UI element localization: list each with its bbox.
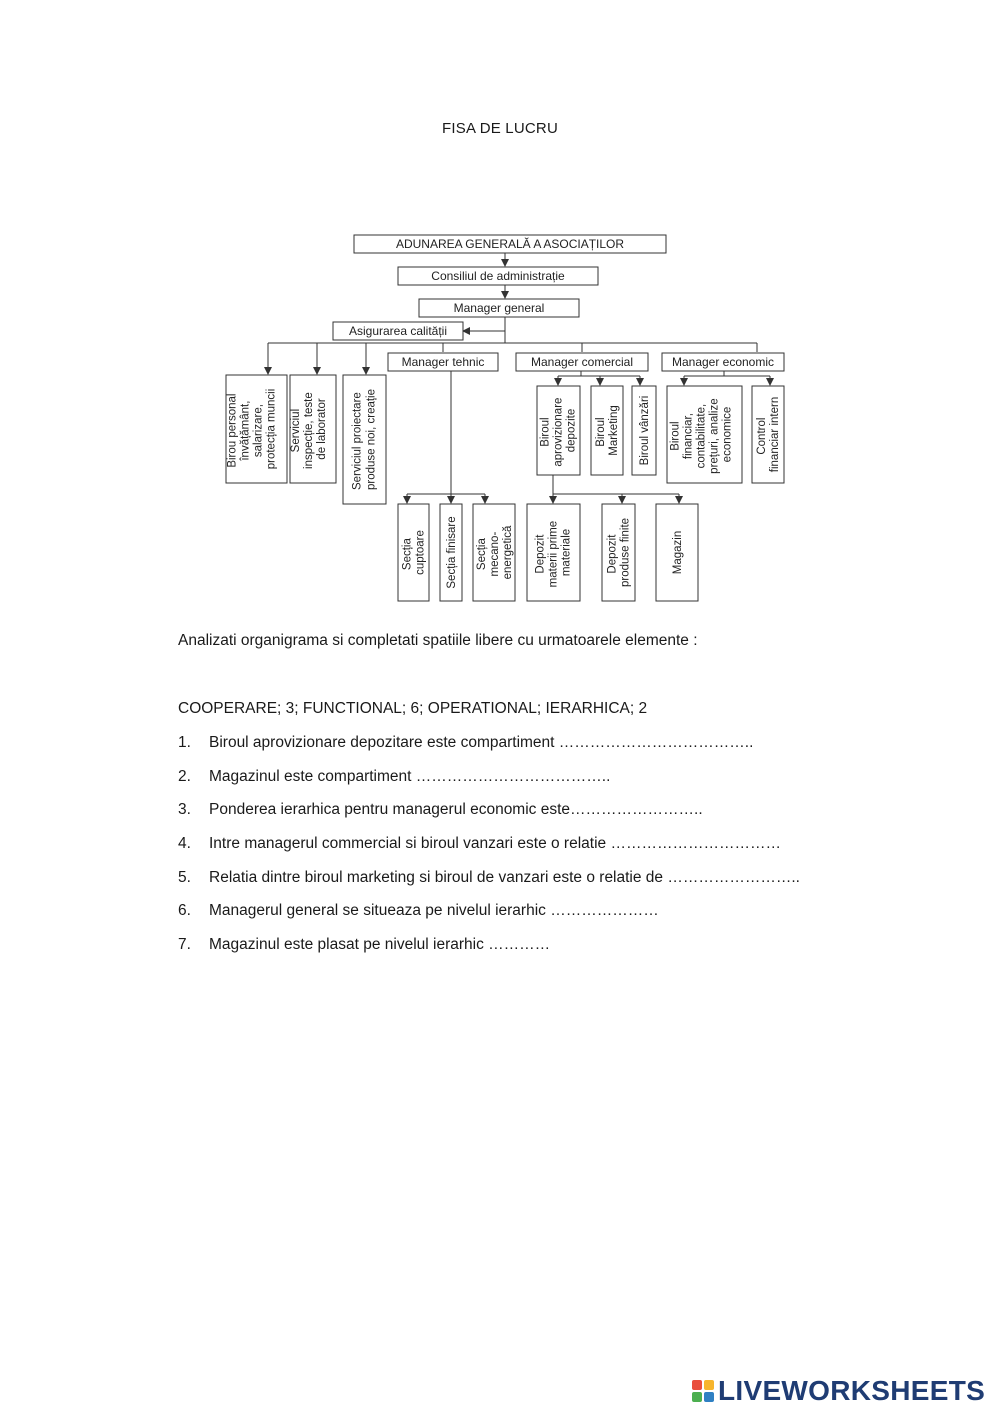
svg-text:Serviciul inspecție, tes: Serviciul inspecție, teste de laborator — [290, 392, 328, 469]
svg-text:Manager comercial: Manager comercial — [530, 355, 634, 369]
svg-text:Biroul financiar,: Biroul financiar, contabilitate, prețuri, analize economice — [669, 398, 734, 474]
svg-text:Control financiar intern: Control financiar intern — [756, 396, 781, 473]
logo-square — [704, 1392, 714, 1402]
svg-text:Biroul aprovizionare: Biroul aprovizionare depozite — [539, 397, 578, 467]
question-text: Intre managerul commercial si biroul vanzari este o relatie …………………………… — [209, 835, 781, 853]
box-manager-comercial — [516, 353, 648, 371]
box-control-financiar — [752, 386, 784, 483]
box-magazin — [656, 504, 698, 601]
svg-text:Biroul vânzări: Biroul vânzări — [639, 395, 651, 466]
svg-text:Manager economic: Manager economic — [671, 355, 775, 369]
logo-square — [704, 1380, 714, 1390]
question-text: Magazinul este compartiment ……………………………….. — [209, 767, 611, 785]
svg-text:Depozit materii prime: Depozit materii prime materiale — [534, 520, 573, 588]
svg-text:Secția finisare: Secția finisare — [446, 516, 458, 589]
question-item: 5. Relatia dintre biroul marketing si biroul de vanzari este o relatie de …………………….. — [178, 868, 800, 886]
box-depozit-produse — [602, 504, 635, 601]
liveworksheets-logo-text: LIVEWORKSHEETS — [718, 1375, 986, 1406]
svg-text:Biroul Marketing: Biroul Marketing — [595, 405, 620, 456]
svg-text:Asigurarea calității: Asigurarea calității — [348, 324, 448, 338]
question-item: 7. Magazinul este plasat pe nivelul ierarhic ………… — [178, 936, 551, 954]
box-serviciul-inspectie — [290, 375, 336, 483]
box-manager-tehnic — [388, 353, 498, 371]
box-sectia-finisare — [440, 504, 462, 601]
question-text: Ponderea ierarhica pentru managerul economic este…………………….. — [209, 801, 703, 819]
question-text: Magazinul este plasat pe nivelul ierarhic ………… — [209, 936, 551, 954]
question-text: Managerul general se situeaza pe nivelul ierarhic ………………… — [209, 902, 659, 920]
question-item: 2. Magazinul este compartiment ……………………………….. — [178, 767, 611, 785]
box-biroul-marketing — [591, 386, 623, 475]
box-sectia-mecano — [473, 504, 515, 601]
org-chart — [0, 0, 1000, 620]
logo-square — [692, 1380, 702, 1390]
question-list — [178, 734, 800, 970]
question-item: 1. Biroul aprovizionare depozitare este compartiment ……………………………….. — [178, 734, 754, 751]
box-biroul-vanzari — [632, 386, 656, 475]
box-biroul-aprovizionare — [537, 386, 580, 475]
svg-text:ADUNAREA GENERALĂ A ASOCIAȚILO: ADUNAREA GENERALĂ A ASOCIAȚILOR — [395, 237, 625, 251]
svg-text:Birou personal învățămân: Birou personal învățământ, salarizare, protecția muncii — [226, 388, 278, 470]
logo-square — [692, 1392, 702, 1402]
box-adunarea-generala — [354, 235, 666, 253]
box-biroul-financiar — [667, 386, 742, 483]
svg-text:Consiliul de administrație: Consiliul de administrație — [431, 269, 565, 283]
instructions: Analizati organigrama si completati spatiile libere cu urmatoarele elemente : — [178, 632, 698, 649]
box-depozit-materii — [527, 504, 580, 601]
box-manager-economic — [662, 353, 784, 371]
question-item: 4. Intre managerul commercial si biroul vanzari este o relatie …………………………… — [178, 835, 781, 853]
question-item: 3. Ponderea ierarhica pentru managerul economic este…………………….. — [178, 801, 703, 819]
liveworksheets-logo-icon — [692, 1380, 714, 1402]
svg-text:Serviciul proiectare pro: Serviciul proiectare produse noi, creație — [351, 388, 378, 491]
svg-text:Secția mecano- ene: Secția mecano- energetică — [476, 525, 514, 580]
box-manager-general — [419, 299, 579, 317]
question-item: 6. Managerul general se situeaza pe nivelul ierarhic ………………… — [178, 902, 659, 920]
word-bank: COOPERARE; 3; FUNCTIONAL; 6; OPERATIONAL; IERARHICA; 2 — [178, 700, 648, 717]
box-asigurarea-calitatii — [333, 322, 463, 340]
svg-text:Manager tehnic: Manager tehnic — [401, 355, 485, 369]
box-birou-personal — [226, 375, 287, 483]
page-title: FISA DE LUCRU — [442, 120, 558, 137]
box-serviciul-proiectare — [343, 375, 386, 504]
svg-text:Manager general: Manager general — [453, 301, 545, 315]
box-sectia-cuptoare — [398, 504, 429, 601]
liveworksheets-logo[interactable] — [692, 1376, 985, 1406]
question-text: Biroul aprovizionare depozitare este compartiment ……………………………….. — [209, 734, 754, 751]
box-consiliul-administratie — [398, 267, 598, 285]
svg-text:Secția cuptoare: Secția cuptoare — [401, 530, 427, 575]
svg-text:Magazin: Magazin — [672, 530, 684, 575]
question-text: Relatia dintre biroul marketing si biroul de vanzari este o relatie de …………………….. — [209, 868, 800, 886]
svg-text:Depozit produse finite: Depozit produse finite — [606, 517, 632, 588]
